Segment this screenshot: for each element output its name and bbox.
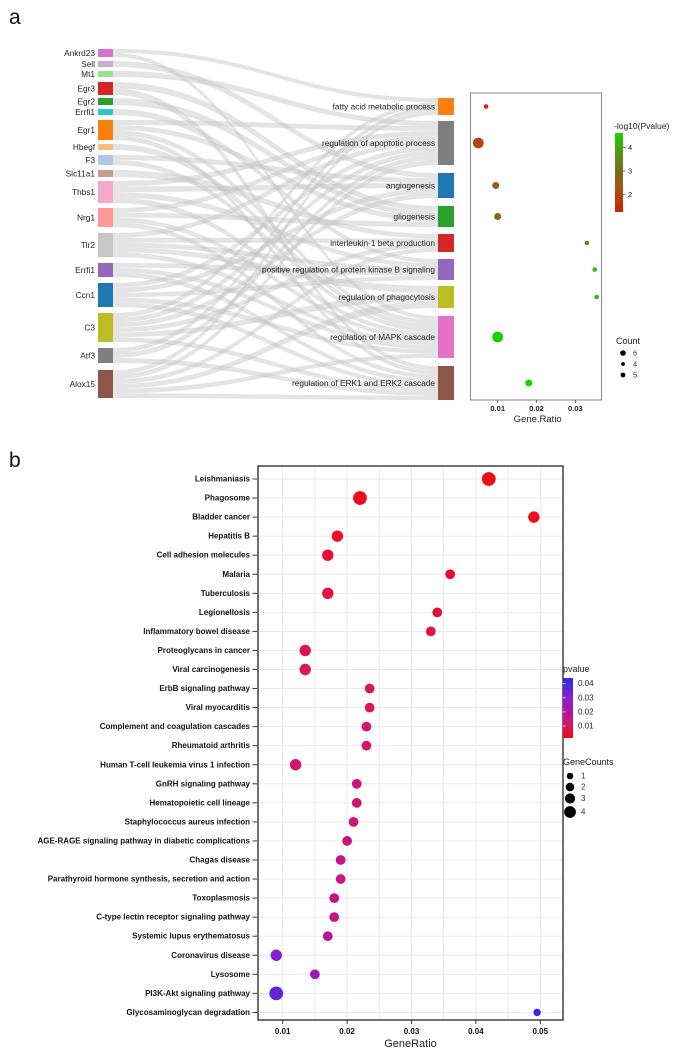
sankey-gene-node [98, 181, 113, 203]
dotplot-b-point [352, 798, 362, 808]
go-term-node [438, 234, 454, 252]
sankey-gene-label: Tlr2 [80, 240, 95, 250]
pathway-label: Malaria [222, 569, 250, 579]
sankey-gene-label: Hbegf [72, 142, 95, 152]
sankey-gene-node [98, 49, 113, 57]
count-legend-label: 4 [633, 359, 638, 369]
go-term-label: gliogenesis [393, 211, 435, 222]
count-legend-dot [621, 373, 626, 378]
go-term-node [438, 121, 454, 165]
dotplot-b-point [362, 741, 372, 751]
pathway-label: ErbB signaling pathway [159, 684, 250, 694]
go-term-node [438, 173, 454, 198]
go-term-node [438, 286, 454, 308]
pathway-label: Hepatitis B [208, 531, 250, 541]
genecounts-legend-label: 2 [581, 782, 586, 792]
go-term-label: regulation of ERK1 and ERK2 cascade [292, 378, 435, 388]
pathway-label: Legionellosis [198, 607, 250, 617]
dotplot-a-box [471, 93, 602, 400]
genecounts-legend-dot [565, 793, 575, 803]
sankey-gene-node [98, 208, 113, 227]
sankey-gene-label: Egr1 [77, 125, 95, 135]
sankey-gene-label: Ankrd23 [64, 48, 95, 58]
genecounts-legend-label: 3 [581, 794, 586, 803]
pathway-label: Parathyroid hormone synthesis, secretion and action [47, 874, 250, 884]
dotplot-a-point [473, 138, 484, 149]
go-term-node [438, 206, 454, 227]
dotplot-b-point [300, 645, 311, 656]
pathway-label: Toxoplasmosis [192, 893, 250, 903]
pathway-label: Chagas disease [189, 855, 250, 865]
pathway-label: Systemic lupus erythematosus [132, 931, 250, 941]
pathway-label: Phagosome [204, 493, 250, 503]
dotplot-b-point [365, 684, 375, 694]
count-legend-label: 6 [633, 348, 638, 358]
pathway-label: Rheumatoid arthritis [171, 741, 250, 751]
dotplot-b-point [336, 855, 346, 865]
colorbar-a [615, 133, 623, 212]
panel-a-label: a [9, 6, 21, 29]
colorbar-b-tick-label: 0.02 [578, 707, 594, 717]
dotplot-b-point [322, 550, 333, 561]
x-tick-label: 0.02 [529, 404, 544, 413]
dotplot-b-point [310, 969, 320, 979]
dotplot-b-point [365, 703, 375, 713]
genecounts-legend-dot [566, 783, 575, 792]
dotplot-b-point [426, 627, 436, 637]
pathway-label: Leishmaniasis [194, 474, 250, 484]
pathway-label: Coronavirus disease [171, 950, 250, 960]
dotplot-b-point [528, 511, 539, 522]
sankey-gene-node [98, 155, 113, 165]
dotplot-b-point [269, 986, 283, 1000]
pathway-label: C-type lectin receptor signaling pathway [96, 912, 250, 922]
pathway-label: Complement and coagulation cascades [99, 722, 250, 732]
dotplot-b-box [258, 466, 563, 1020]
dotplot-b-point [342, 836, 352, 846]
dotplot-b-point [533, 1009, 540, 1016]
sankey-gene-node [98, 283, 113, 307]
sankey-gene-node [98, 144, 113, 150]
colorbar-a-tick-label: 3 [628, 166, 633, 176]
dotplot-b-point [323, 931, 333, 941]
x-tick-label: 0.01 [490, 404, 506, 413]
colorbar-a-tick-label: 4 [628, 143, 633, 153]
x-tick-label: 0.04 [468, 1027, 484, 1036]
dotplot-a-point [492, 182, 499, 189]
sankey-gene-label: Mt1 [81, 69, 95, 79]
count-legend-dot [621, 362, 625, 366]
sankey-gene-node [98, 71, 113, 77]
go-term-node [438, 98, 454, 115]
sankey-gene-node [98, 370, 113, 398]
pathway-label: Hematopoietic cell lineage [149, 798, 250, 808]
dotplot-b-point [362, 722, 372, 732]
go-term-label: positive regulation of protein kinase B signaling [262, 264, 435, 275]
x-axis-title: GeneRatio [384, 1038, 437, 1050]
dotplot-b-point [336, 874, 346, 884]
genecounts-legend-label: 1 [581, 771, 586, 781]
sankey-gene-node [98, 98, 113, 105]
dotplot-b-point [271, 950, 282, 961]
pathway-label: Cell adhesion molecules [156, 550, 250, 560]
sankey-gene-node [98, 313, 113, 342]
colorbar-b-title: pvalue [563, 664, 590, 674]
sankey-gene-label: Atf3 [80, 350, 95, 361]
dotplot-a-point [494, 213, 501, 220]
pathway-label: PI3K-Akt signaling pathway [145, 988, 250, 998]
x-tick-label: 0.03 [567, 404, 583, 413]
sankey-gene-label: Egr3 [77, 83, 95, 94]
dotplot-b-point [445, 569, 455, 579]
dotplot-b-point [332, 530, 343, 541]
dotplot-b-point [329, 893, 339, 903]
sankey-gene-node [98, 348, 113, 363]
colorbar-a-title: -log10(Pvalue) [614, 121, 670, 131]
go-term-label: regulation of apoptotic process [321, 138, 435, 148]
pathway-label: Tuberculosis [200, 588, 250, 598]
dotplot-b-point [329, 912, 339, 922]
count-legend-label: 5 [633, 370, 638, 380]
sankey-gene-node [98, 82, 113, 95]
sankey-gene-label: C3 [84, 322, 95, 333]
dotplot-b-point [352, 779, 362, 789]
go-term-label: angiogenesis [386, 180, 435, 191]
pathway-label: Human T-cell leukemia virus 1 infection [100, 760, 250, 770]
genecounts-legend-label: 4 [581, 807, 586, 817]
sankey-gene-label: Alox15 [69, 379, 95, 389]
pathway-label: Proteoglycans in cancer [157, 645, 250, 655]
dotplot-a-point [592, 267, 597, 272]
x-axis-title: Gene.Ratio [513, 414, 562, 425]
go-term-node [438, 316, 454, 358]
colorbar-a-tick-label: 2 [628, 189, 633, 199]
go-term-label: fatty acid metabolic process [332, 101, 435, 112]
x-tick-label: 0.02 [339, 1027, 355, 1036]
sankey-gene-label: F3 [85, 155, 95, 165]
x-tick-label: 0.03 [403, 1027, 420, 1036]
pathway-label: Bladder cancer [192, 512, 250, 522]
dotplot-a-point [585, 241, 590, 246]
pathway-label: Glycosaminoglycan degradation [126, 1007, 250, 1017]
count-legend-title: Count [616, 336, 641, 346]
genecounts-legend-dot [564, 806, 576, 818]
sankey-gene-node [98, 263, 113, 277]
dotplot-b-point [482, 472, 496, 486]
dotplot-a-point [484, 104, 489, 109]
colorbar-b [563, 678, 573, 738]
sankey-gene-label: Sell [81, 59, 95, 69]
dotplot-b-point [349, 817, 359, 827]
sankey-gene-label: Slc11a1 [65, 168, 95, 179]
panel-b-label: b [9, 449, 21, 472]
dotplot-a-point [594, 295, 599, 300]
go-term-node [438, 366, 454, 400]
colorbar-b-tick-label: 0.01 [578, 721, 594, 731]
sankey-gene-label: Ccn1 [75, 290, 95, 300]
pathway-label: Inflammatory bowel disease [143, 626, 250, 636]
go-term-label: regulation of MAPK cascade [330, 332, 435, 342]
pathway-label: Lysosome [210, 969, 250, 979]
sankey-gene-label: Errfi1 [75, 107, 95, 117]
pathway-label: Viral carcinogenesis [172, 665, 250, 674]
go-term-node [438, 259, 454, 280]
sankey-gene-node [98, 120, 113, 140]
dotplot-b-point [290, 759, 301, 770]
genecounts-legend-dot [567, 773, 574, 780]
go-term-label: regulation of phagocytosis [338, 292, 435, 302]
sankey-gene-node [98, 109, 113, 115]
sankey-gene-node [98, 170, 113, 177]
sankey-gene-node [98, 233, 113, 257]
sankey-gene-node [98, 61, 113, 67]
dotplot-a-point [492, 332, 503, 343]
x-tick-label: 0.01 [274, 1027, 291, 1036]
sankey-gene-label: Nrg1 [77, 212, 95, 223]
count-legend-dot [620, 350, 626, 356]
dotplot-b-point [322, 588, 333, 599]
pathway-label: GnRH signaling pathway [155, 779, 250, 789]
dotplot-b-point [353, 491, 367, 505]
x-tick-label: 0.05 [532, 1027, 549, 1036]
sankey-gene-label: Thbs1 [71, 187, 95, 197]
dotplot-b-point [432, 607, 442, 617]
sankey-gene-label: Errfi1 [75, 265, 95, 275]
dotplot-a-point [525, 380, 532, 387]
colorbar-b-tick-label: 0.04 [578, 679, 594, 689]
pathway-label: Staphylococcus aureus infection [124, 817, 250, 827]
genecounts-legend-title: GeneCounts [563, 757, 614, 767]
sankey-gene-label: Egr2 [77, 96, 95, 107]
pathway-label: AGE-RAGE signaling pathway in diabetic complications [37, 836, 250, 846]
go-term-label: interleukin-1 beta production [330, 238, 435, 248]
colorbar-b-tick-label: 0.03 [578, 693, 594, 703]
pathway-label: Viral myocarditis [185, 703, 250, 713]
dotplot-b-point [300, 664, 311, 675]
